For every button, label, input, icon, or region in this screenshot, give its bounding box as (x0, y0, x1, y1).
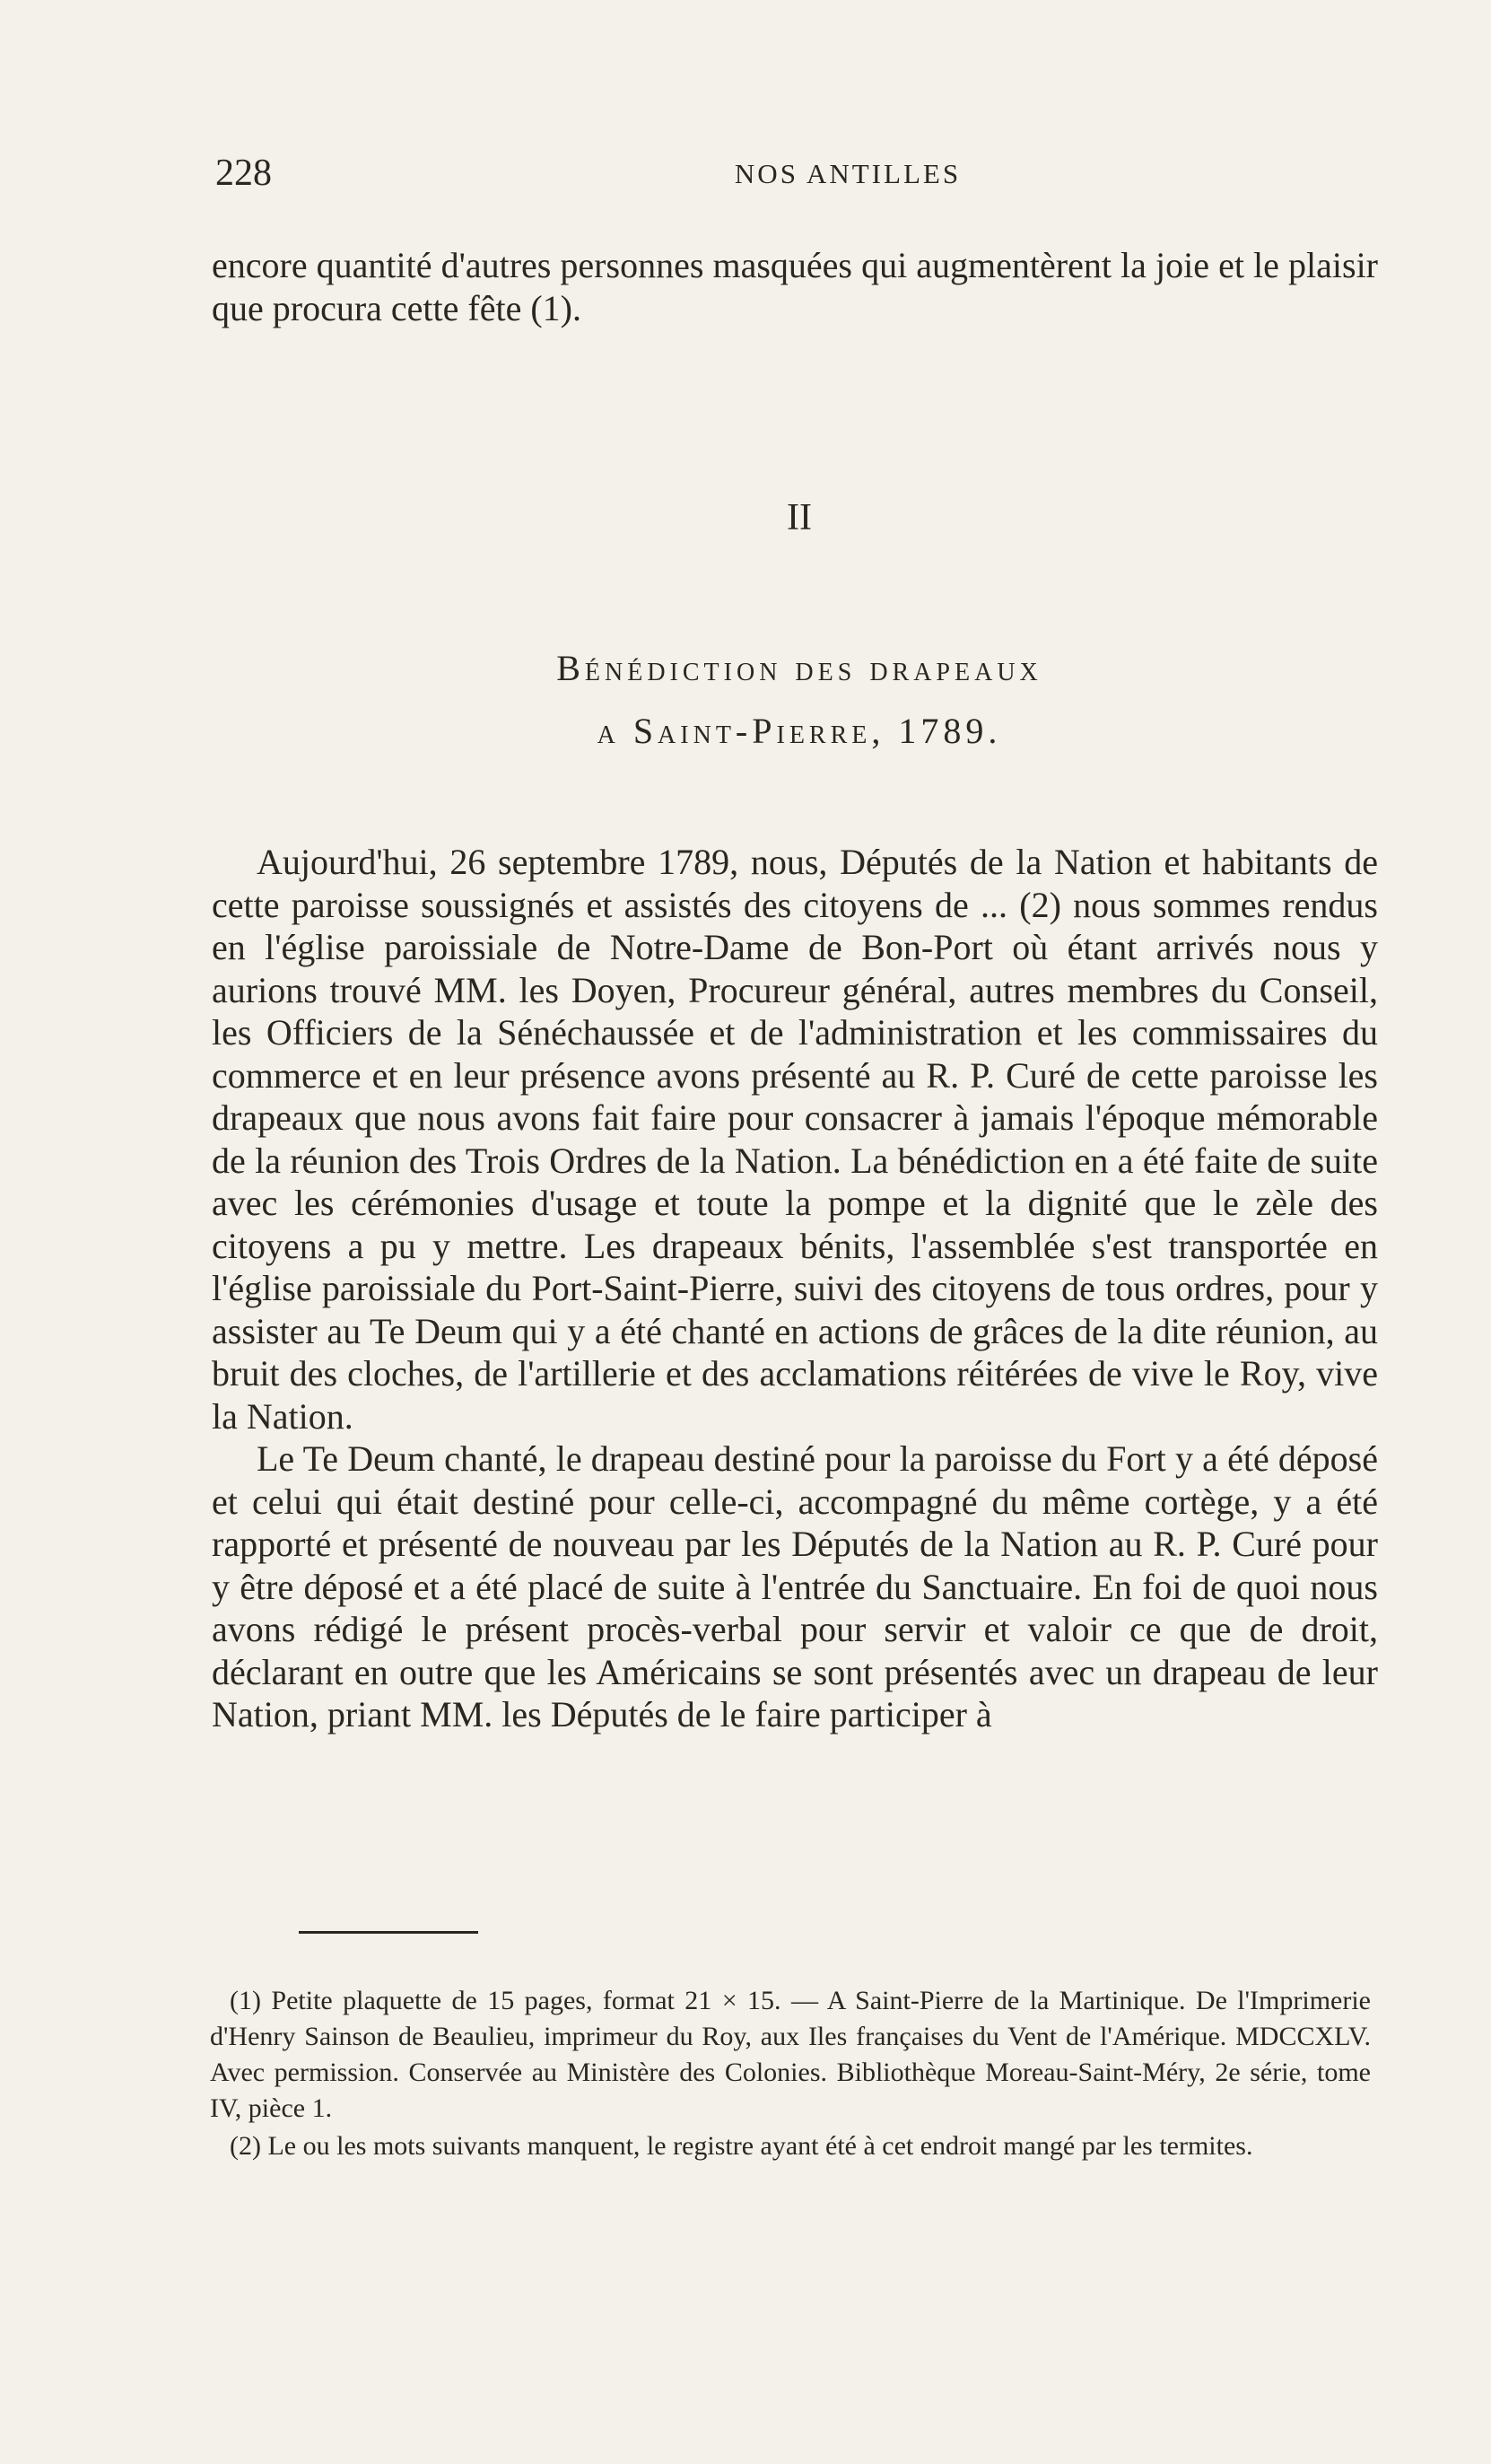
continuation-paragraph: encore quantité d'autres personnes masquées qui augmentèrent la joie et le plaisir que procura cette fête (1). (212, 245, 1378, 328)
footnote-1: (1) Petite plaquette de 15 pages, format 21 × 15. — A Saint-Pierre de la Martinique. De l'Imprimerie d'Henry Sainson de Beaulieu, imprimeur du Roy, aux Iles françaises du Vent de l'Amérique. MDCCXLV. Avec permission. Conservée au Ministère des Colonies. Bibliothèque Moreau-Saint-Méry, 2e série, tome IV, pièce 1. (210, 1986, 1371, 2123)
section-title-line-2: a Saint-Pierre, 1789. (597, 711, 1002, 751)
section-title-line-1: Bénédiction des drapeaux (556, 648, 1042, 688)
footnotes (210, 1983, 1371, 2164)
running-head (215, 151, 1373, 196)
footnote-divider (299, 1931, 478, 1934)
paragraph: Aujourd'hui, 26 septembre 1789, nous, Députés de la Nation et habitants de cette paroisse soussignés et assistés des citoyens de ... (2) nous sommes rendus en l'église paroissiale de Notre-Dame de Bon-Port où étant arrivés nous y aurions trouvé MM. les Doyen, Procureur général, autres membres du Conseil, les Officiers de la Sénéchaussée et de l'administration et les commissaires du commerce et en leur présence avons présenté au R. P. Curé de cette paroisse les drapeaux que nous avons fait faire pour consacrer à jamais l'époque mémorable de la réunion des Trois Ordres de la Nation. La bénédiction en a été faite de suite avec les cérémonies d'usage et toute la pompe et la dignité que le zèle des citoyens a pu y mettre. Les drapeaux bénits, l'assemblée s'est transportée en l'église paroissiale du Port-Saint-Pierre, suivi des citoyens de tous ordres, pour y assister au Te Deum qui y a été chanté en actions de grâces de la dite réunion, au bruit des cloches, de l'artillerie et des acclamations réitérées de vive le Roy, vive la Nation. (212, 842, 1378, 1437)
running-title: NOS ANTILLES (734, 158, 962, 189)
main-text (212, 841, 1378, 1736)
section-number: II (787, 497, 812, 538)
page-number: 228 (215, 153, 272, 194)
footnote-2: (2) Le ou les mots suivants manquent, le registre ayant été à cet endroit mangé par les termites. (230, 2131, 1253, 2161)
paragraph: Le Te Deum chanté, le drapeau destiné pour la paroisse du Fort y a été déposé et celui qui était destiné pour celle-ci, accompagné du même cortège, y a été rapporté et présenté de nouveau par les Députés de la Nation au R. P. Curé pour y être déposé et a été placé de suite à l'entrée du Sanctuaire. En foi de quoi nous avons rédigé le présent procès-verbal pour servir et valoir ce que de droit, déclarant en outre que les Américains se sont présentés avec un drapeau de leur Nation, priant MM. les Députés de le faire participer à (212, 1438, 1378, 1734)
